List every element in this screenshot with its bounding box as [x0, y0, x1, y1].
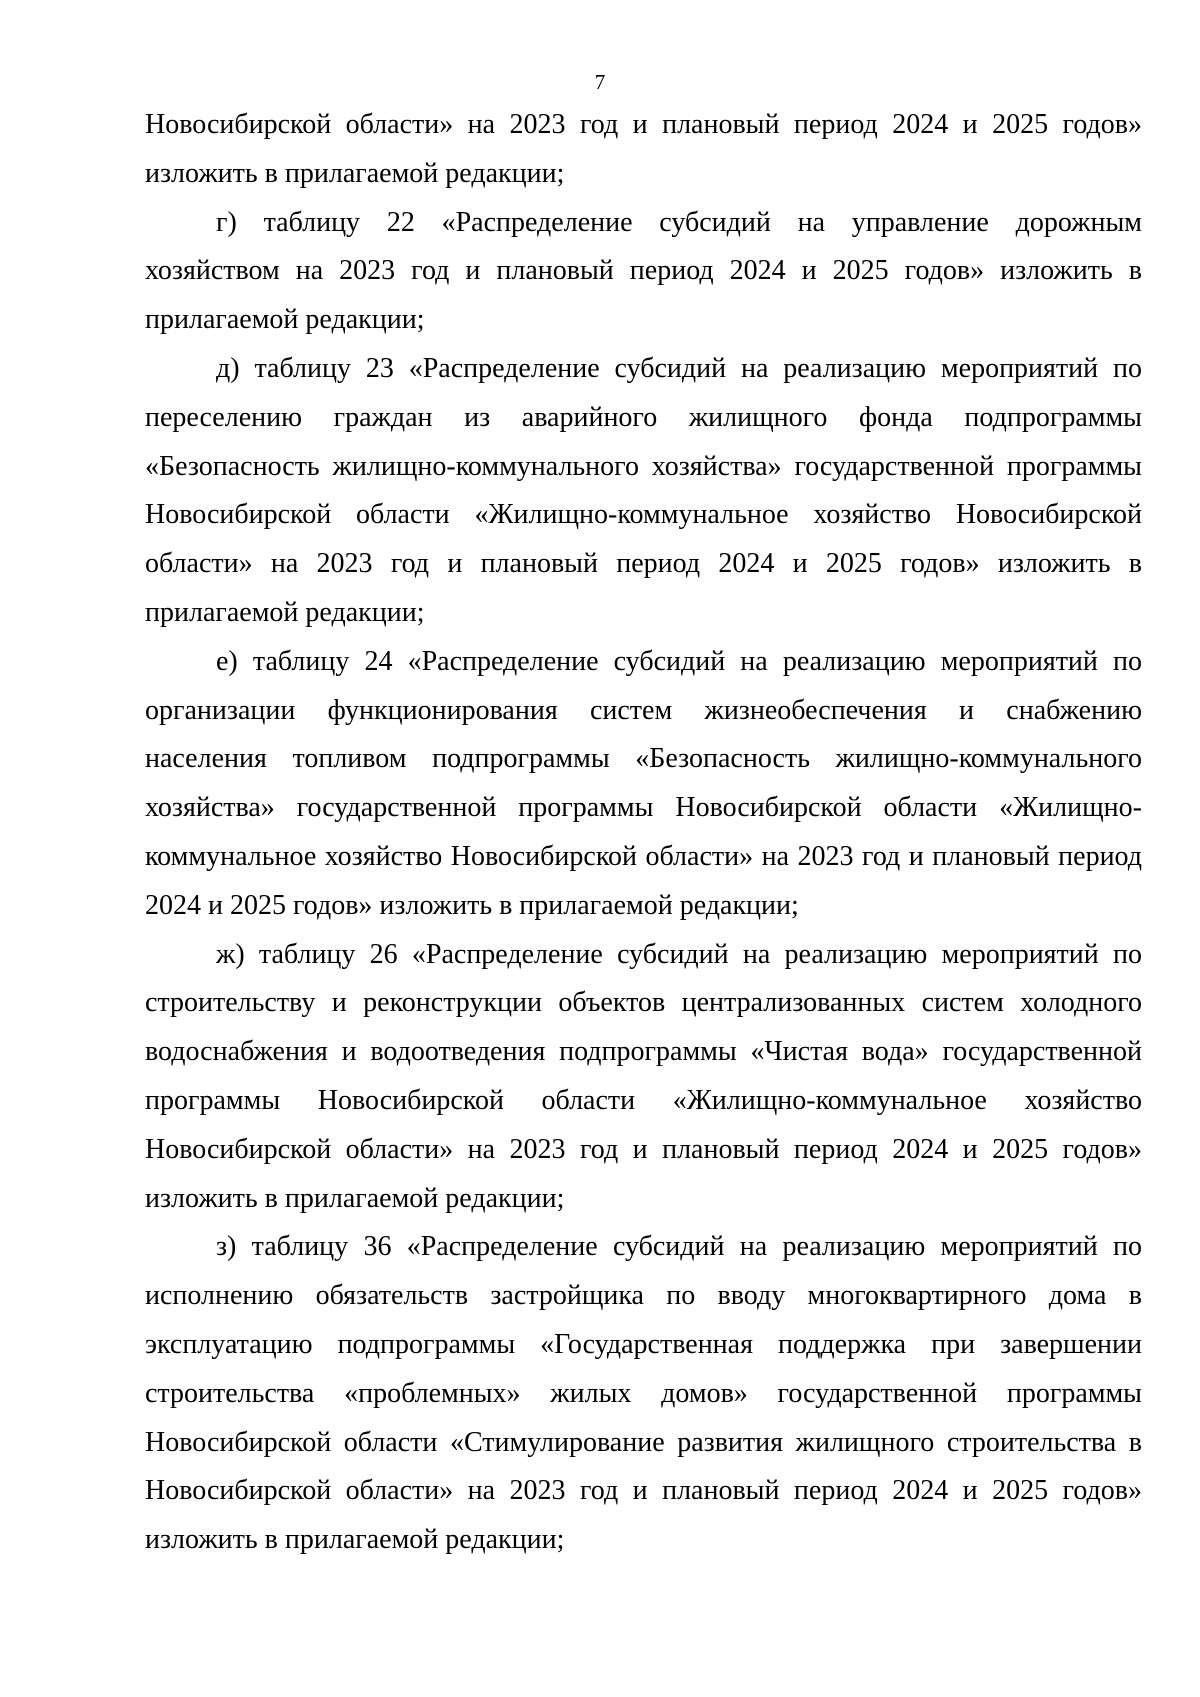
item-z-paragraph: з) таблицу 36 «Распределение субсидий на реализацию мероприятий по исполнению обязательств застройщика по вводу многоквартирного дома в эксплуатацию подпрограммы «Государственная поддержка при завершении строительства «проблемных» жилых домов» государственной программы Новосибирской области «Стимулирование развития жилищного строительства в Новосибирской области» на 2023 год и плановый период 2024 и 2025 годов» изложить в прилагаемой редакции; — [145, 1231, 1142, 1556]
item-g-paragraph: г) таблицу 22 «Распределение субсидий на управление дорожным хозяйством на 2023 год и плановый период 2024 и 2025 годов» изложить в прилагаемой редакции; — [145, 206, 1142, 336]
item-e-paragraph: е) таблицу 24 «Распределение субсидий на реализацию мероприятий по организации функционирования систем жизнеобеспечения и снабжению населения топливом подпрограммы «Безопасность жилищно-коммунального хозяйства» государственной программы Новосибирской области «Жилищно-коммунальное хозяйство Новосибирской области» на 2023 год и плановый период 2024 и 2025 годов» изложить в прилагаемой редакции; — [145, 645, 1142, 921]
document-body — [145, 101, 1142, 1565]
page-number: 7 — [594, 70, 606, 94]
item-zh-paragraph: ж) таблицу 26 «Распределение субсидий на реализацию мероприятий по строительству и реконструкции объектов централизованных систем холодного водоснабжения и водоотведения подпрограммы «Чистая вода» государственной программы Новосибирской области «Жилищно-коммунальное хозяйство Новосибирской области» на 2023 год и плановый период 2024 и 2025 годов» изложить в прилагаемой редакции; — [145, 938, 1142, 1214]
item-d-paragraph: д) таблицу 23 «Распределение субсидий на реализацию мероприятий по переселению граждан из аварийного жилищного фонда подпрограммы «Безопасность жилищно-коммунального хозяйства» государственной программы Новосибирской области «Жилищно-коммунальное хозяйство Новосибирской области» на 2023 год и плановый период 2024 и 2025 годов» изложить в прилагаемой редакции; — [145, 352, 1142, 628]
continuation-paragraph: Новосибирской области» на 2023 год и плановый период 2024 и 2025 годов» изложить в прилагаемой редакции; — [145, 109, 1142, 189]
